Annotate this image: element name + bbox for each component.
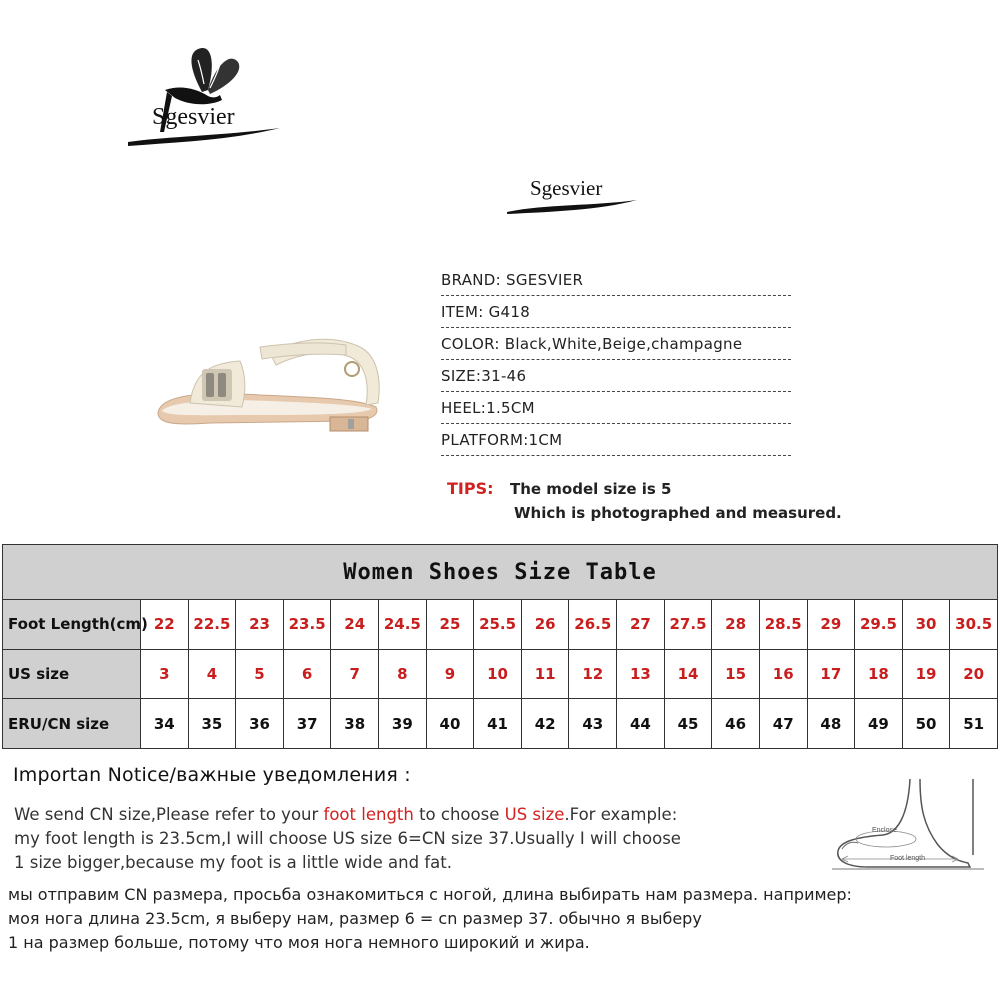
table-cell: 9 [426,649,474,699]
table-cell: 27.5 [664,600,712,650]
table-cell: 29 [807,600,855,650]
table-cell: 7 [331,649,379,699]
brand-logo-small-text: Sgesvier [530,176,603,200]
table-cell: 37 [283,699,331,749]
row-label-us-size: US size [3,649,141,699]
notice-english [14,803,681,875]
table-cell: 3 [141,649,189,699]
table-cell: 17 [807,649,855,699]
table-cell: 50 [902,699,950,749]
table-cell: 10 [474,649,522,699]
tips-line-2: Which is photographed and measured. [514,504,842,522]
notice-en-line-2: my foot length is 23.5cm,I will choose US size 6=CN size 37.Usually I will choose [14,829,681,848]
highlight-us-size: US size [504,805,565,824]
foot-diagram [828,775,988,875]
highlight-foot-length: foot length [323,805,414,824]
table-cell: 27 [617,600,665,650]
table-cell: 25 [426,600,474,650]
butterfly-heel-icon [120,40,290,160]
table-cell: 30.5 [950,600,998,650]
table-cell: 11 [521,649,569,699]
table-cell: 34 [141,699,189,749]
table-cell: 24 [331,600,379,650]
table-cell: 39 [379,699,427,749]
table-cell: 19 [902,649,950,699]
table-cell: 23 [236,600,284,650]
table-cell: 28 [712,600,760,650]
notice-title: Importan Notice/важные уведомления : [13,764,411,786]
table-cell: 15 [712,649,760,699]
spec-color: COLOR: Black,White,Beige,champagne [441,332,791,362]
table-cell: 28.5 [759,600,807,650]
table-cell: 26.5 [569,600,617,650]
table-cell: 41 [474,699,522,749]
logo-swoosh-icon [505,198,640,214]
table-cell: 43 [569,699,617,749]
table-cell: 35 [188,699,236,749]
table-cell: 48 [807,699,855,749]
size-table [2,544,998,749]
table-cell: 5 [236,649,284,699]
brand-logo-main-text: Sgesvier [152,104,235,130]
table-cell: 29.5 [855,600,903,650]
size-table-title: Women Shoes Size Table [3,545,998,600]
size-table-title-row [3,545,998,600]
spec-platform: PLATFORM:1CM [441,428,791,458]
table-cell: 38 [331,699,379,749]
table-cell: 26 [521,600,569,650]
table-cell: 12 [569,649,617,699]
table-row [3,699,998,749]
spec-brand: BRAND: SGESVIER [441,268,791,298]
table-cell: 4 [188,649,236,699]
brand-logo-small [505,170,640,220]
table-cell: 42 [521,699,569,749]
table-cell: 23.5 [283,600,331,650]
table-cell: 13 [617,649,665,699]
table-cell: 22 [141,600,189,650]
table-cell: 24.5 [379,600,427,650]
notice-ru-line-3: 1 на размер больше, потому что моя нога немного широкий и жира. [8,933,590,952]
brand-logo-main [120,40,290,160]
row-label-foot-length: Foot Length(cm) [3,600,141,650]
product-image [150,325,390,445]
table-cell: 40 [426,699,474,749]
tips-label: TIPS: [447,479,494,498]
table-cell: 51 [950,699,998,749]
table-cell: 25.5 [474,600,522,650]
table-cell: 46 [712,699,760,749]
table-cell: 30 [902,600,950,650]
table-cell: 16 [759,649,807,699]
notice-en-line-1: We send CN size,Please refer to your foot length to choose US size.For example: [14,805,678,824]
table-cell: 6 [283,649,331,699]
table-cell: 20 [950,649,998,699]
foot-length-label: Foot length [890,855,926,862]
foot-enclose-label: Enclose [872,827,897,834]
notice-ru-line-2: моя нога длина 23.5cm, я выберу нам, размер 6 = cn размер 37. обычно я выберу [8,909,702,928]
spec-size: SIZE:31-46 [441,364,791,394]
table-row [3,600,998,650]
tips-line-1: The model size is 5 [510,480,672,498]
table-row [3,649,998,699]
notice-en-line-3: 1 size bigger,because my foot is a little wide and fat. [14,853,452,872]
notice-russian [8,883,852,955]
table-cell: 18 [855,649,903,699]
table-cell: 8 [379,649,427,699]
table-cell: 45 [664,699,712,749]
table-cell: 49 [855,699,903,749]
table-cell: 14 [664,649,712,699]
table-cell: 22.5 [188,600,236,650]
spec-heel: HEEL:1.5CM [441,396,791,426]
table-cell: 36 [236,699,284,749]
row-label-eu-cn-size: ERU/CN size [3,699,141,749]
sandal-icon [150,325,390,445]
table-cell: 47 [759,699,807,749]
notice-ru-line-1: мы отправим CN размера, просьба ознакомиться с ногой, длина выбирать нам размера. например: [8,885,852,904]
table-cell: 44 [617,699,665,749]
spec-item: ITEM: G418 [441,300,791,330]
